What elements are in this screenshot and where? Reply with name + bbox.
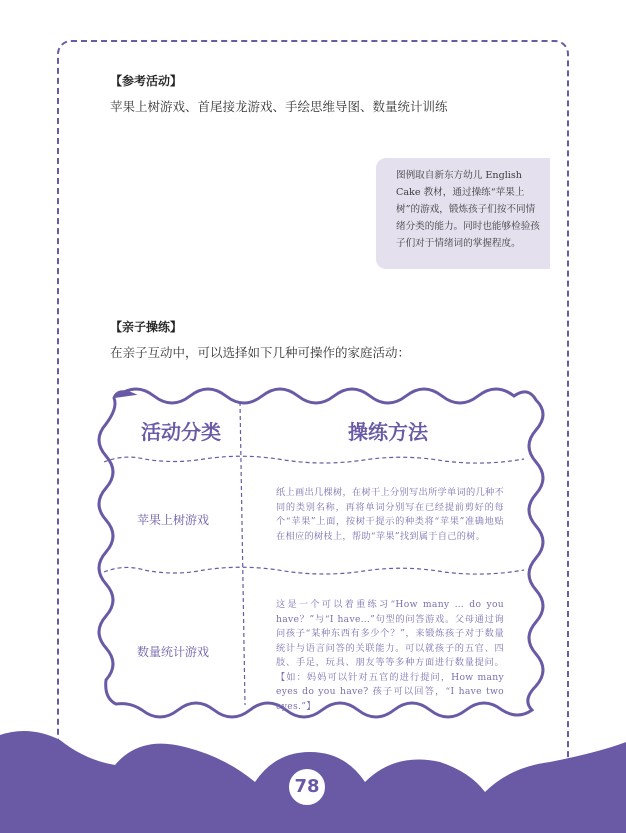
bottom-cloud-decoration <box>0 700 626 833</box>
practice-heading: 【亲子操练】 <box>110 320 183 334</box>
row2-category: 数量统计游戏 <box>137 645 210 659</box>
ref-activities-text: 苹果上树游戏、首尾接龙游戏、手绘思维导图、数量统计训练 <box>110 99 448 114</box>
table-header-method: 操练方法 <box>348 420 428 444</box>
page-number: 78 <box>288 768 326 806</box>
ref-activities-heading: 【参考活动】 <box>110 74 183 88</box>
row1-category: 苹果上树游戏 <box>137 513 210 527</box>
practice-intro-text: 在亲子互动中，可以选择如下几种可操作的家庭活动： <box>110 345 411 360</box>
row1-method: 纸上画出几棵树，在树干上分别写出所学单词的几种不同的类别名称，再将单词分别写在已经提前剪好的每个“苹果”上面，按树干提示的种类将“苹果”准确地贴在相应的树枝上，帮助“苹果”找到属于自己的树。 <box>276 487 504 542</box>
table-header-category: 活动分类 <box>141 420 221 444</box>
image-caption-note: 图例取自新东方幼儿 English Cake 教材，通过操练“苹果上树”的游戏，锻炼孩子们按不同情绪分类的能力。同时也能够检验孩子们对于情绪词的掌握程度。 <box>376 158 550 269</box>
row2-method: 这是一个可以着重练习“How many … do you have？”与“I have…”句型的问答游戏。父母通过询问孩子“某种东西有多少个？”，来锻炼孩子对于数量统计与语言问答的关联能力。可以就孩子的五官、四肢、手足，玩具、朋友等等多种方面进行数量提问。【如：妈妈可以针对五官的进行提问，How many eyes do you have? 孩子可以回答，“I have two eyes.”】 <box>276 599 504 712</box>
